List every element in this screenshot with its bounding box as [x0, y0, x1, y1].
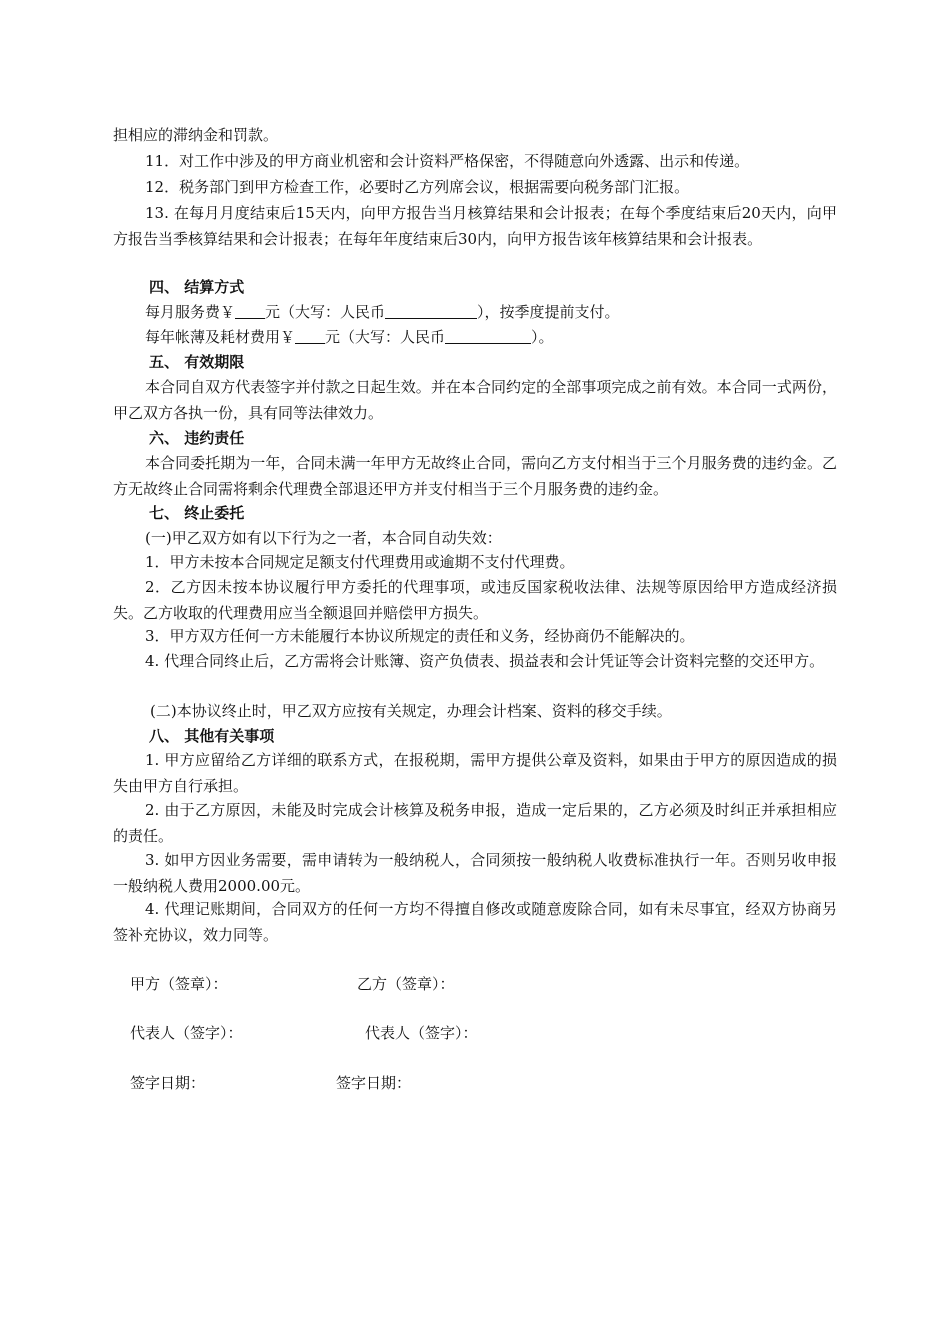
heading-validity: 五、 有效期限: [149, 353, 245, 371]
party-b-date-label: 签字日期：: [336, 1074, 412, 1092]
termination-item-4: 4. 代理合同终止后，乙方需将会计账簿、资产负债表、损益表和会计凭证等会计资料完整的交还甲方。: [145, 652, 825, 670]
heading-termination: 七、 终止委托: [149, 504, 245, 522]
monthly-fee-label: 每月服务费￥: [145, 303, 236, 321]
heading-breach: 六、 违约责任: [149, 429, 245, 447]
party-b-representative-label: 代表人（签字）：: [365, 1024, 478, 1042]
termination-item-1: 1．甲方未按本合同规定足额支付代理费用或逾期不支付代理费。: [145, 553, 575, 571]
party-b-seal-label: 乙方（签章）：: [357, 975, 455, 993]
termination-item-2: 2．乙方因未按本协议履行甲方委托的代理事项，或违反国家税收法律、法规等原因给甲方造成经济损失。乙方收取的代理费用应当全额退回并赔偿甲方损失。: [113, 578, 837, 622]
monthly-fee-line: [113, 299, 837, 325]
monthly-fee-words-blank: [385, 302, 477, 319]
annual-fee-words-blank: [445, 327, 531, 344]
clause-13: 13. 在每月月度结束后15天内，向甲方报告当月核算结果和会计报表；在每个季度结束后20天内，向甲方报告当季核算结果和会计报表；在每年年度结束后30内，向甲方报告该年核算结果和会计报表。: [113, 204, 837, 248]
termination-item-3: 3．甲方双方任何一方未能履行本协议所规定的责任和义务，经协商仍不能解决的。: [145, 627, 695, 645]
paragraph-penalty: 担相应的滞纳金和罚款。: [113, 126, 279, 144]
party-a-representative-label: 代表人（签字）：: [130, 1024, 243, 1042]
monthly-fee-terms: ），按季度提前支付。: [477, 303, 620, 321]
termination-intro: (一)甲乙双方如有以下行为之一者，本合同自动失效：: [145, 529, 502, 547]
heading-settlement: 四、 结算方式: [149, 278, 245, 296]
clause-11: 11．对工作中涉及的甲方商业机密和会计资料严格保密，不得随意向外透露、出示和传递。: [145, 152, 750, 170]
other-item-3: 3. 如甲方因业务需要，需申请转为一般纳税人，合同须按一般纳税人收费标准执行一年。否则另收申报一般纳税人费用2000.00元。: [113, 851, 837, 895]
other-item-2: 2. 由于乙方原因，未能及时完成会计核算及税务申报，造成一定后果的，乙方必须及时纠正并承担相应的责任。: [113, 801, 837, 845]
clause-12: 12．税务部门到甲方检查工作，必要时乙方列席会议，根据需要向税务部门汇报。: [145, 178, 690, 196]
annual-fee-label: 每年帐薄及耗材费用￥: [145, 328, 296, 346]
party-a-seal-label: 甲方（签章）：: [130, 975, 228, 993]
other-item-1: 1. 甲方应留给乙方详细的联系方式，在报税期，需甲方提供公章及资料，如果由于甲方的原因造成的损失由甲方自行承担。: [113, 751, 837, 795]
monthly-fee-words: 元（大写：人民币: [265, 303, 386, 321]
annual-fee-blank: [295, 327, 325, 344]
heading-other-matters: 八、 其他有关事项: [149, 727, 275, 745]
monthly-fee-blank: [235, 302, 265, 319]
annual-fee-terms: ）。: [531, 328, 554, 346]
annual-fee-words: 元（大写：人民币: [325, 328, 446, 346]
breach-text: 本合同委托期为一年，合同未满一年甲方无故终止合同，需向乙方支付相当于三个月服务费的违约金。乙方无故终止合同需将剩余代理费全部退还甲方并支付相当于三个月服务费的违约金。: [113, 454, 837, 498]
party-a-date-label: 签字日期：: [130, 1074, 206, 1092]
other-item-4: 4. 代理记账期间，合同双方的任何一方均不得擅自修改或随意废除合同，如有未尽事宜，经双方协商另签补充协议，效力同等。: [113, 900, 837, 944]
annual-fee-line: [113, 324, 837, 350]
termination-part-2: (二)本协议终止时，甲乙双方应按有关规定，办理会计档案、资料的移交手续。: [150, 702, 672, 720]
validity-text: 本合同自双方代表签字并付款之日起生效。并在本合同约定的全部事项完成之前有效。本合同一式两份，甲乙双方各执一份，具有同等法律效力。: [113, 378, 837, 422]
